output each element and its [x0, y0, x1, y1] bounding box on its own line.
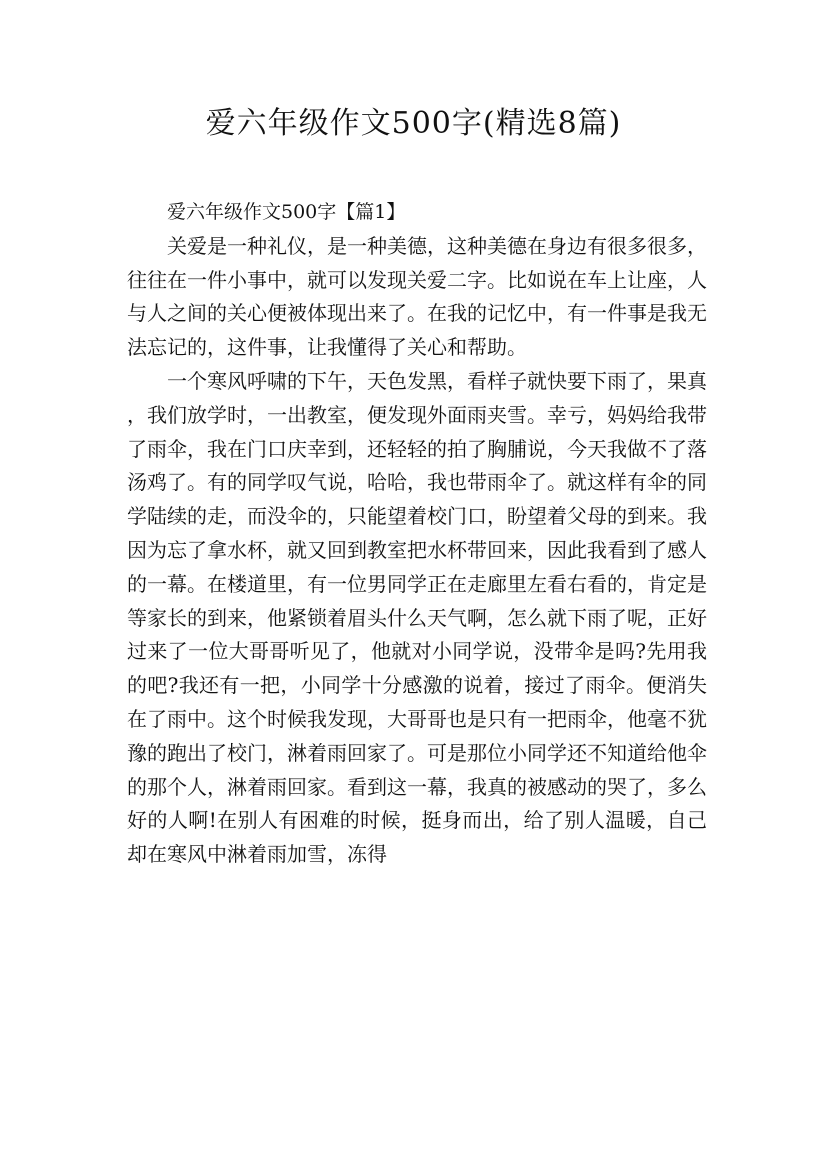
- section-heading: 爱六年级作文500字【篇1】: [167, 201, 406, 223]
- paragraph-1: 关爱是一种礼仪，是一种美德，这种美德在身边有很多很多，往往在一件小事中，就可以发现关爱二字。比如说在车上让座，人与人之间的关心便被体现出来了。在我的记忆中，有一件事是我无法忘记的，这件事，让我懂得了关心和帮助。: [127, 233, 707, 360]
- document-body: [127, 196, 707, 872]
- paragraph-2: 一个寒风呼啸的下午，天色发黑，看样子就快要下雨了，果真，我们放学时，一出教室，便发现外面雨夹雪。幸亏，妈妈给我带了雨伞，我在门口庆幸到，还轻轻的拍了胸脯说，今天我做不了落汤鸡了。有的同学叹气说，哈哈，我也带雨伞了。就这样有伞的同学陆续的走，而没伞的，只能望着校门口，盼望着父母的到来。我因为忘了拿水杯，就又回到教室把水杯带回来，因此我看到了感人的一幕。在楼道里，有一位男同学正在走廊里左看右看的，肯定是等家长的到来，他紧锁着眉头什么天气啊，怎么就下雨了呢，正好过来了一位大哥哥听见了，他就对小同学说，没带伞是吗?先用我的吧?我还有一把，小同学十分感激的说着，接过了雨伞。便消失在了雨中。这个时候我发现，大哥哥也是只有一把雨伞，他毫不犹豫的跑出了校门，淋着雨回家了。可是那位小同学还不知道给他伞的那个人，淋着雨回家。看到这一幕，我真的被感动的哭了，多么好的人啊!在别人有困难的时候，挺身而出，给了别人温暖，自己却在寒风中淋着雨加雪，冻得: [127, 368, 707, 867]
- document-title: 爱六年级作文500字(精选8篇): [205, 106, 622, 141]
